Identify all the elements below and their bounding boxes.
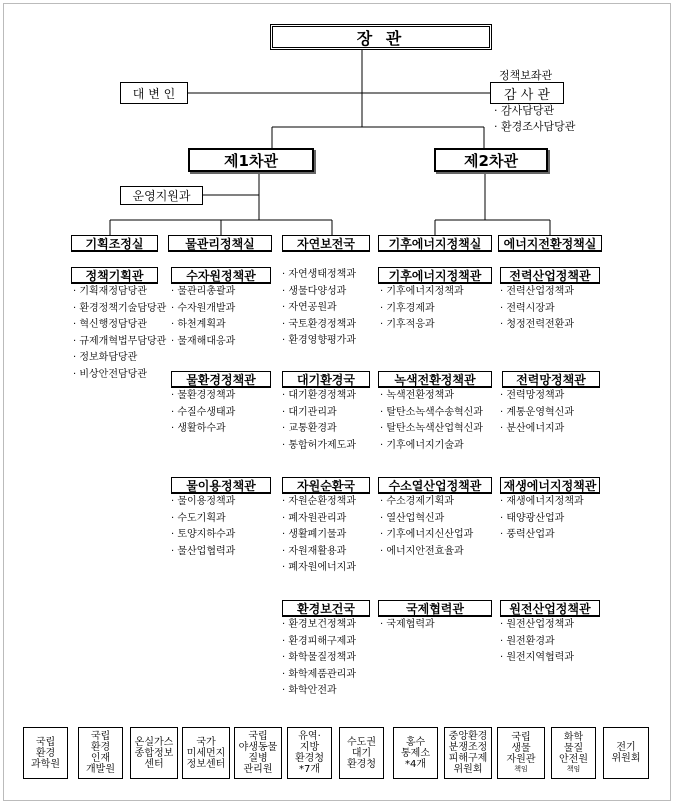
auditor-unit: · 감사담당관	[494, 104, 555, 117]
bureau-box	[378, 600, 492, 617]
agency-box	[78, 727, 123, 779]
agency-line: 자원관	[506, 754, 536, 765]
agency-line: 생물	[511, 743, 531, 754]
division-item: · 분산에너지과	[500, 423, 565, 435]
bureau-box	[378, 371, 492, 388]
bureau-title: 대기환경국	[297, 372, 355, 387]
division-item: · 폐자원에너지과	[282, 562, 356, 574]
office-box	[282, 235, 370, 252]
bureau-division-list	[171, 388, 235, 438]
bureau-division-list	[73, 284, 166, 384]
bureau-box	[171, 267, 271, 284]
agency-line: 종합정보	[134, 747, 174, 759]
bureau-box	[282, 600, 370, 617]
division-item: · 자원순환정책과	[282, 496, 356, 507]
agency-line: 홍수	[405, 736, 426, 748]
agency-line: 환경청	[347, 758, 376, 770]
bureau-division-list	[282, 388, 356, 454]
division-item: · 수소경제기획과	[380, 496, 454, 507]
division-item: · 수자원개발과	[171, 302, 236, 314]
agency-box	[603, 727, 649, 779]
agency-line: 화학	[563, 732, 584, 743]
agency-box	[497, 727, 545, 779]
division-item: · 전력시장과	[500, 302, 555, 314]
bureau-box	[500, 600, 600, 617]
bureau-division-list	[282, 494, 356, 577]
support-division-box	[120, 186, 203, 205]
division-item: · 화학안전과	[282, 685, 337, 697]
bureau-title: 전력망정책관	[516, 372, 586, 387]
agency-box	[130, 727, 178, 779]
bureau-division-list	[380, 388, 483, 454]
office-label: 에너지전환정책실	[503, 236, 597, 251]
agency-tag: 책임	[566, 765, 581, 773]
minister-box	[270, 24, 492, 50]
bureau-division-list	[380, 617, 435, 634]
agency-line: 유역·	[298, 731, 321, 742]
division-item: · 비상안전담당관	[73, 368, 147, 380]
division-item: · 화학제품관리과	[282, 668, 356, 680]
division-item: · 화학물질정책과	[282, 652, 356, 664]
division-item: · 물관리총괄과	[171, 286, 236, 297]
bureau-box	[378, 267, 492, 284]
agency-tag: 책임	[514, 765, 528, 773]
bureau-division-list	[171, 494, 235, 560]
division-item: · 태양광산업과	[500, 512, 565, 524]
office-box	[378, 235, 492, 252]
agency-line: 국립	[35, 736, 56, 748]
agency-box	[393, 727, 438, 779]
agency-line: 개발원	[86, 764, 115, 775]
agency-line: 미세먼지	[186, 747, 226, 759]
first-vice-minister-box	[188, 148, 314, 172]
agency-box	[23, 727, 68, 779]
bureau-division-list	[500, 284, 574, 334]
agency-line: 관리원	[243, 764, 273, 775]
division-item: · 물재해대응과	[171, 335, 236, 347]
agency-line: 야생동물	[238, 742, 278, 753]
division-item: · 물산업협력과	[171, 545, 236, 557]
division-item: · 원전산업정책과	[500, 619, 574, 630]
policy-aide-label: 정책보좌관	[499, 69, 553, 82]
second-vice-minister-label: 제2차관	[464, 151, 518, 170]
office-box	[498, 235, 602, 252]
agency-line: 분쟁조정	[448, 742, 488, 753]
agency-line: 전기	[616, 742, 636, 753]
division-item: · 기후에너지정책과	[380, 286, 464, 297]
agency-box	[182, 727, 230, 779]
division-item: · 생활하수과	[171, 423, 226, 435]
agency-box	[339, 727, 384, 779]
division-item: · 탈탄소녹색수송혁신과	[380, 406, 483, 418]
agency-line: *4개	[404, 758, 427, 770]
agency-line: 피해구제	[448, 753, 488, 764]
division-item: · 원전환경과	[500, 635, 555, 647]
agency-line: 환경청	[295, 753, 324, 764]
bureau-title: 전력산업정책관	[509, 268, 591, 283]
division-item: · 대기환경정책과	[282, 390, 356, 401]
agency-line: 위원회	[611, 753, 641, 764]
bureau-division-list	[282, 267, 356, 350]
bureau-box	[171, 371, 271, 388]
office-box	[168, 235, 272, 252]
division-item: · 생활폐기물과	[282, 529, 347, 541]
agency-line: 국립	[511, 732, 531, 743]
agency-line: 국립	[90, 731, 111, 742]
division-item: · 혁신행정담당관	[73, 319, 147, 331]
agency-line: 물질	[563, 743, 584, 754]
office-label: 물관리정책실	[185, 236, 255, 251]
agency-line: 환경	[90, 742, 111, 753]
agency-line: 수도권	[347, 736, 376, 748]
division-item: · 열산업혁신과	[380, 512, 445, 524]
bureau-title: 녹색전환정책관	[394, 372, 476, 387]
division-item: · 기후적응과	[380, 319, 435, 331]
bureau-box	[500, 477, 600, 494]
division-item: · 수도기획과	[171, 512, 226, 524]
bureau-title: 국제협력관	[406, 601, 464, 616]
bureau-title: 수소열산업정책관	[388, 478, 482, 493]
bureau-division-list	[500, 388, 574, 438]
agency-box	[551, 727, 596, 779]
agency-line: 국가	[196, 736, 216, 748]
bureau-box	[171, 477, 271, 494]
division-item: · 에너지안전효율과	[380, 545, 464, 557]
division-item: · 기후에너지기술과	[380, 439, 464, 451]
bureau-box	[502, 371, 600, 388]
division-item: · 교통환경과	[282, 423, 337, 435]
agency-line: 온실가스	[134, 736, 174, 748]
agency-line: 지방	[299, 742, 320, 753]
agency-line: *7개	[298, 764, 321, 775]
division-item: · 녹색전환정책과	[380, 390, 454, 401]
agency-line: 환경	[35, 747, 56, 759]
division-item: · 환경보건정책과	[282, 619, 356, 630]
division-item: · 탈탄소녹색산업혁신과	[380, 423, 483, 435]
second-vice-minister-box	[434, 148, 548, 172]
agency-box	[444, 727, 492, 779]
agency-line: 위원회	[453, 764, 483, 775]
division-item: · 자원재활용과	[282, 545, 347, 557]
agency-line: 정보센터	[186, 758, 226, 770]
division-item: · 기후경제과	[380, 302, 435, 314]
division-item: · 계통운영혁신과	[500, 406, 574, 418]
division-item: · 하천계획과	[171, 319, 226, 331]
division-item: · 정보화담당관	[73, 352, 138, 364]
bureau-box	[500, 267, 600, 284]
division-item: · 환경영향평가과	[282, 335, 356, 347]
division-item: · 전력망정책과	[500, 390, 565, 401]
bureau-box	[378, 477, 492, 494]
bureau-division-list	[500, 494, 584, 544]
agency-line: 과학원	[31, 758, 60, 770]
division-item: · 물환경정책과	[171, 390, 236, 401]
auditor-label: 감 사 관	[504, 87, 550, 103]
division-item: · 수질수생태과	[171, 406, 236, 418]
agency-line: 대기	[351, 747, 372, 759]
bureau-title: 정책기획관	[85, 268, 144, 283]
division-item: · 환경정책기술담당관	[73, 302, 167, 314]
division-item: · 환경피해구제과	[282, 635, 356, 647]
bureau-title: 물이용정책관	[186, 478, 256, 493]
office-label: 자연보전국	[297, 236, 355, 251]
agency-line: 국립	[248, 731, 268, 742]
agency-line: 질병	[248, 753, 268, 764]
bureau-title: 수자원정책관	[186, 268, 256, 283]
division-item: · 기획재정담당관	[73, 286, 147, 297]
auditor-unit: · 환경조사담당관	[494, 120, 576, 133]
agency-box	[234, 727, 282, 779]
division-item: · 자연공원과	[282, 302, 337, 314]
division-item: · 토양지하수과	[171, 529, 236, 541]
bureau-division-list	[380, 494, 473, 560]
auditor-box	[490, 82, 564, 104]
auditor-units	[494, 103, 575, 135]
agency-line: 통제소	[401, 747, 430, 759]
bureau-box	[71, 267, 158, 284]
division-item: · 생물다양성과	[282, 285, 347, 297]
division-item: · 국제협력과	[380, 619, 435, 630]
division-item: · 통합허가제도과	[282, 439, 356, 451]
bureau-box	[282, 477, 370, 494]
support-division-label: 운영지원과	[132, 189, 191, 203]
division-item: · 재생에너지정책과	[500, 496, 584, 507]
first-vice-minister-label: 제1차관	[224, 151, 278, 170]
division-item: · 국토환경정책과	[282, 318, 356, 330]
division-item: · 풍력산업과	[500, 529, 555, 541]
office-label: 기획조정실	[85, 236, 144, 251]
minister-label: 장 관	[356, 28, 406, 48]
agency-line: 중앙환경	[448, 731, 488, 742]
division-item: · 원전지역협력과	[500, 652, 574, 664]
bureau-title: 환경보건국	[297, 601, 355, 616]
agency-box	[287, 727, 332, 779]
spokesperson-label: 대 변 인	[132, 86, 176, 101]
bureau-division-list	[380, 284, 464, 334]
division-item: · 물이용정책과	[171, 496, 236, 507]
division-item: · 대기관리과	[282, 406, 337, 418]
office-label: 기후에너지정책실	[388, 236, 482, 251]
bureau-title: 원전산업정책관	[509, 601, 591, 616]
division-item: · 청정전력전환과	[500, 319, 574, 331]
agency-line: 센터	[144, 758, 164, 770]
bureau-title: 기후에너지정책관	[388, 268, 482, 283]
bureau-box	[282, 371, 370, 388]
division-item: · 폐자원관리과	[282, 512, 347, 524]
division-item: · 기후에너지신산업과	[380, 529, 474, 541]
bureau-title: 자원순환국	[297, 478, 355, 493]
spokesperson-box	[120, 82, 188, 104]
bureau-title: 재생에너지정책관	[503, 478, 597, 493]
division-item: · 규제개혁법무담당관	[73, 335, 167, 347]
bureau-division-list	[282, 617, 356, 700]
agency-line: 인재	[90, 753, 111, 764]
office-box	[71, 235, 158, 252]
division-item: · 전력산업정책과	[500, 286, 574, 297]
division-item: · 자연생태정책과	[282, 269, 356, 280]
bureau-division-list	[500, 617, 574, 667]
bureau-title: 물환경정책관	[186, 372, 256, 387]
bureau-division-list	[171, 284, 235, 350]
agency-line: 안전원	[559, 754, 588, 765]
